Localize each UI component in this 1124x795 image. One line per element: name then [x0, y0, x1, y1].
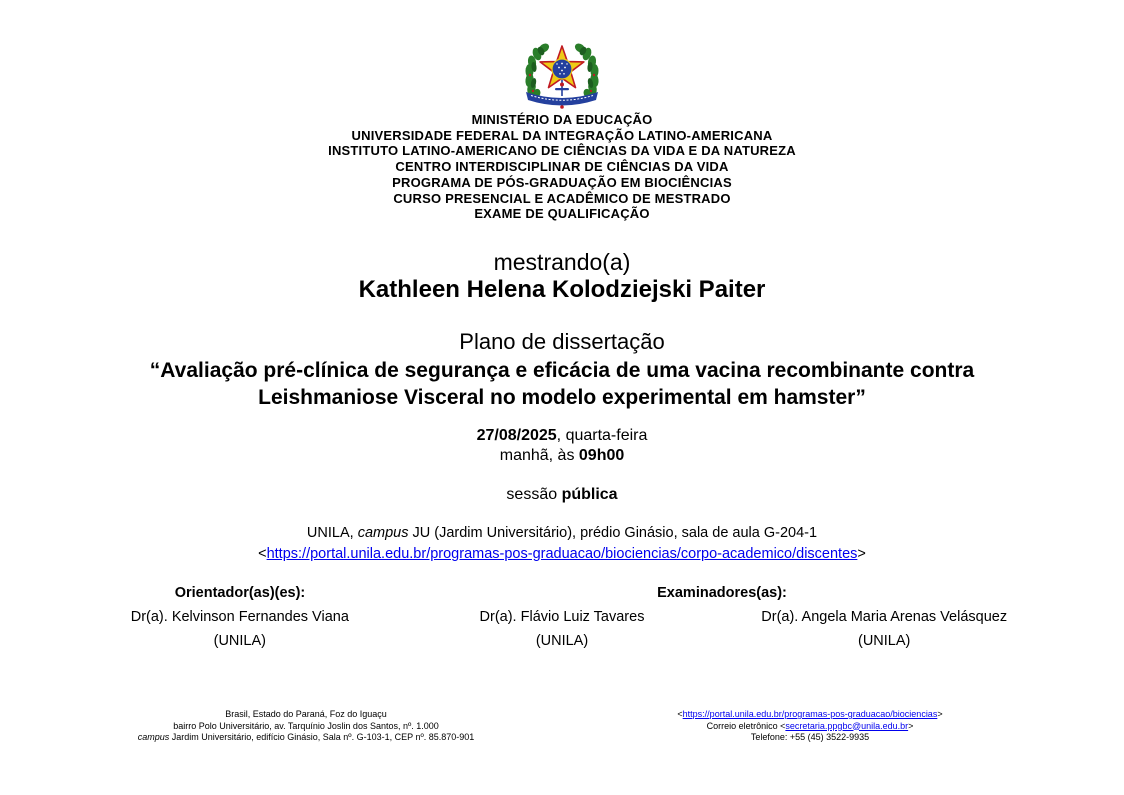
footer-email-label: Correio eletrônico <	[706, 720, 786, 731]
examiner-1-affiliation: (UNILA)	[535, 633, 589, 649]
location-section	[0, 523, 1124, 565]
footer-email-line	[660, 721, 960, 733]
footer-contacts	[660, 709, 960, 744]
dissertation-label: Plano de dissertação	[459, 329, 665, 354]
footer-address-line3	[120, 732, 492, 744]
exam-date-line	[0, 426, 1124, 446]
institution-header	[0, 112, 1124, 222]
discentes-link[interactable]: https://portal.unila.edu.br/programas-pos-graduacao/biociencias/corpo-academico/discentes	[266, 546, 858, 562]
footer-address-line3-rest: Jardim Universitário, edifício Ginásio, Sala nº. G-103-1, CEP nº. 85.870-901	[169, 732, 475, 742]
session-line	[0, 485, 1124, 504]
exam-time-line	[0, 446, 1124, 466]
exam-time: 09h00	[578, 446, 625, 464]
footer-site-bracket-close: >	[937, 709, 943, 719]
footer-address-line2: bairro Polo Universitário, av. Tarquínio Joslin dos Santos, nº. 1.000	[173, 720, 439, 731]
advisor-affiliation: (UNILA)	[213, 633, 266, 649]
link-bracket-open: <	[258, 546, 267, 562]
email-link[interactable]: secretaria.ppgbc@unila.edu.br	[785, 720, 909, 731]
exam-date: 27/08/2025	[476, 427, 557, 444]
committee-affiliations-row	[60, 633, 1064, 650]
header-line-center: CENTRO INTERDISCIPLINAR DE CIÊNCIAS DA VIDA	[395, 159, 729, 175]
biociencias-link[interactable]: https://portal.unila.edu.br/programas-pos-graduacao/biociencias	[682, 709, 938, 719]
header-line-program: PROGRAMA DE PÓS-GRADUAÇÃO EM BIOCIÊNCIAS	[392, 174, 732, 190]
footer-email-bracket-close: >	[908, 720, 914, 731]
location-pre: UNILA,	[306, 525, 358, 541]
committee-names-row	[60, 609, 1064, 626]
footer-address	[120, 709, 492, 744]
advisors-label: Orientador(as)(es):	[174, 585, 306, 601]
header-line-exam: EXAME DE QUALIFICAÇÃO	[474, 206, 650, 222]
location-campus-word: campus	[357, 525, 409, 541]
header-line-course: CURSO PRESENCIAL E ACADÊMICO DE MESTRADO	[393, 190, 731, 206]
session-prefix: sessão	[506, 486, 562, 503]
location-link-line	[0, 544, 1124, 565]
location-line	[0, 523, 1124, 544]
header-line-ministry: MINISTÉRIO DA EDUCAÇÃO	[471, 112, 653, 127]
exam-period: manhã, às	[499, 446, 579, 464]
footer-site-line	[660, 709, 960, 721]
session-type: pública	[561, 486, 618, 503]
dissertation-title-line1: “Avaliação pré-clínica de segurança e eficácia de uma vacina recombinante contra	[149, 359, 975, 382]
examiner-1-name: Dr(a). Flávio Luiz Tavares	[479, 609, 645, 625]
brazil-coat-of-arms-icon	[516, 37, 608, 111]
committee-labels-row	[60, 585, 1064, 602]
header-line-institute: INSTITUTO LATINO-AMERICANO DE CIÊNCIAS DA VIDA E DA NATUREZA	[328, 143, 796, 159]
examiner-2-affiliation: (UNILA)	[857, 633, 911, 649]
footer-site-bracket-open: <	[677, 709, 683, 719]
examiners-label: Examinadores(as):	[657, 585, 787, 601]
link-bracket-close: >	[857, 546, 866, 562]
student-label: mestrando(a)	[493, 249, 631, 275]
student-name: Kathleen Helena Kolodziejski Paiter	[358, 276, 766, 303]
examiner-2-name: Dr(a). Angela Maria Arenas Velásquez	[761, 609, 1008, 625]
footer-address-line1: Brasil, Estado do Paraná, Foz do Iguaçu	[225, 709, 387, 719]
schedule-section	[0, 426, 1124, 465]
footer-campus-word: campus	[137, 732, 170, 742]
advisor-name: Dr(a). Kelvinson Fernandes Viana	[130, 609, 349, 625]
dissertation-title-line2: Leishmaniose Visceral no modelo experimental em hamster”	[258, 386, 866, 409]
exam-weekday: , quarta-feira	[556, 427, 648, 444]
footer-phone: Telefone: +55 (45) 3522-9935	[750, 732, 870, 742]
brazil-coat-of-arms	[516, 37, 608, 116]
dissertation-title	[0, 357, 1124, 411]
location-rest: JU (Jardim Universitário), prédio Ginásio, sala de aula G-204-1	[408, 525, 818, 541]
header-line-university: UNIVERSIDADE FEDERAL DA INTEGRAÇÃO LATINO-AMERICANA	[351, 127, 773, 143]
student-section	[0, 248, 1124, 304]
committee-section	[60, 585, 1064, 650]
